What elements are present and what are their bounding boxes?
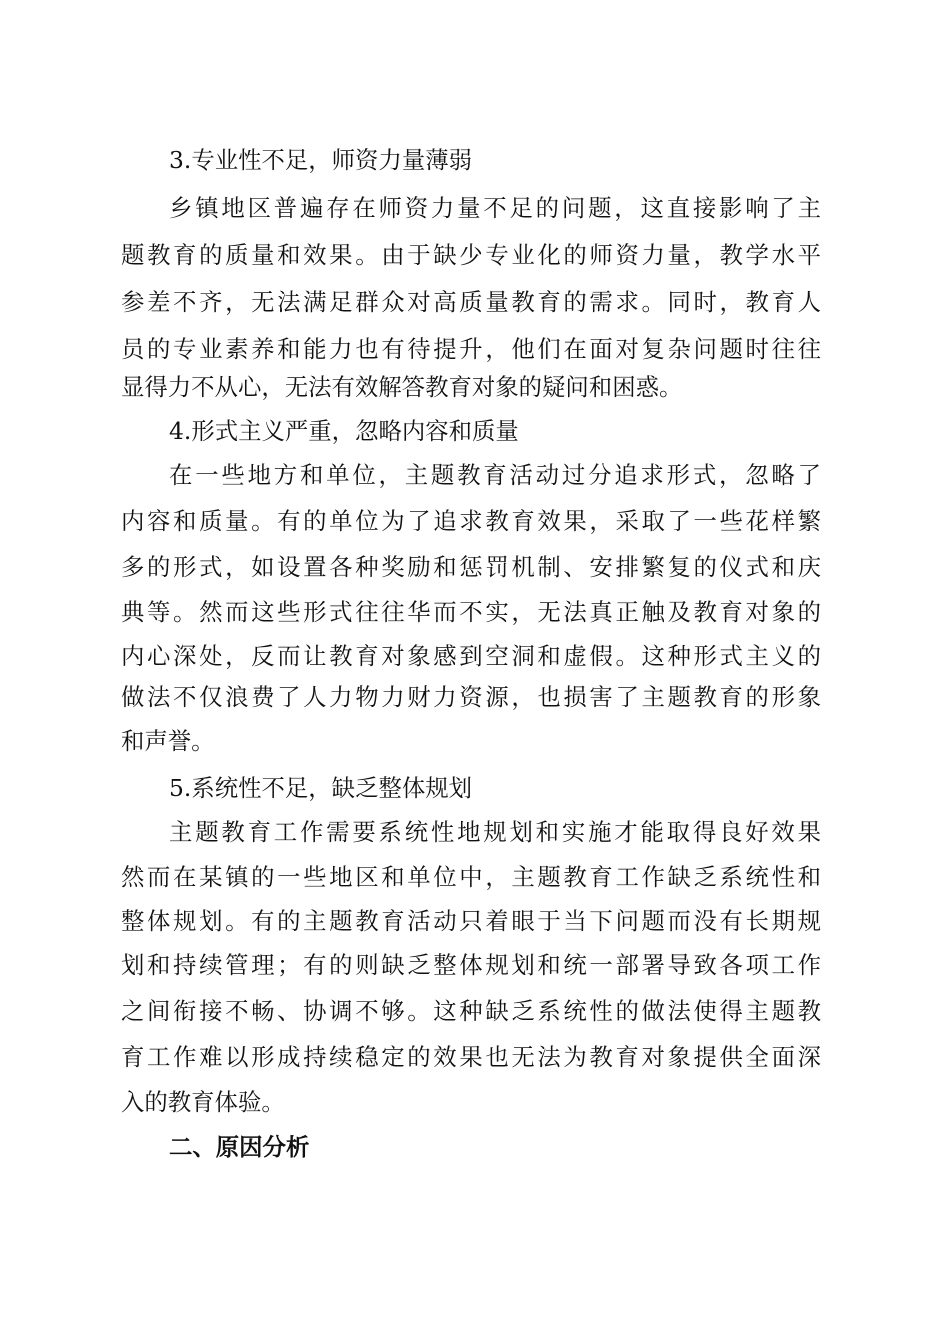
heading-3: 3.专业性不足，师资力量薄弱 — [169, 146, 473, 174]
paragraph-2-line: 内心深处，反而让教育对象感到空洞和虚假。这种形式主义的 — [121, 642, 821, 670]
paragraph-1-line: 显得力不从心，无法有效解答教育对象的疑问和困惑。 — [121, 373, 683, 401]
paragraph-2-line: 多的形式，如设置各种奖励和惩罚机制、安排繁复的仪式和庆 — [121, 553, 821, 581]
paragraph-3-line: 划和持续管理；有的则缺乏整体规划和统一部署导致各项工作 — [121, 951, 821, 979]
paragraph-3-line: 之间衔接不畅、协调不够。这种缺乏系统性的做法使得主题教 — [121, 997, 821, 1025]
paragraph-3-line: 主题教育工作需要系统性地规划和实施才能取得良好效果 — [169, 818, 821, 846]
paragraph-3-line: 整体规划。有的主题教育活动只着眼于当下问题而没有长期规 — [121, 907, 821, 935]
paragraph-1-line: 员的专业素养和能力也有待提升，他们在面对复杂问题时往往 — [121, 335, 821, 363]
paragraph-2-line: 在一些地方和单位，主题教育活动过分追求形式，忽略了 — [169, 461, 821, 489]
paragraph-1-line: 参差不齐，无法满足群众对高质量教育的需求。同时，教育人 — [121, 288, 821, 316]
heading-5: 5.系统性不足，缺乏整体规划 — [169, 774, 473, 802]
paragraph-2-line: 典等。然而这些形式往往华而不实，无法真正触及教育对象的 — [121, 598, 821, 626]
paragraph-1-line: 乡镇地区普遍存在师资力量不足的问题，这直接影响了主 — [169, 194, 821, 222]
paragraph-2-line: 内容和质量。有的单位为了追求教育效果，采取了一些花样繁 — [121, 507, 821, 535]
heading-4: 4.形式主义严重，忽略内容和质量 — [169, 417, 519, 445]
paragraph-3-line: 然而在某镇的一些地区和单位中，主题教育工作缺乏系统性和 — [121, 863, 821, 891]
paragraph-3-line: 育工作难以形成持续稳定的效果也无法为教育对象提供全面深 — [121, 1043, 821, 1071]
paragraph-3-line: 入的教育体验。 — [121, 1088, 285, 1116]
paragraph-1-line: 题教育的质量和效果。由于缺少专业化的师资力量，教学水平 — [121, 241, 821, 269]
paragraph-2-line: 和声誉。 — [121, 727, 215, 755]
paragraph-2-line: 做法不仅浪费了人力物力财力资源，也损害了主题教育的形象 — [121, 683, 821, 711]
section-title: 二、原因分析 — [169, 1133, 310, 1161]
